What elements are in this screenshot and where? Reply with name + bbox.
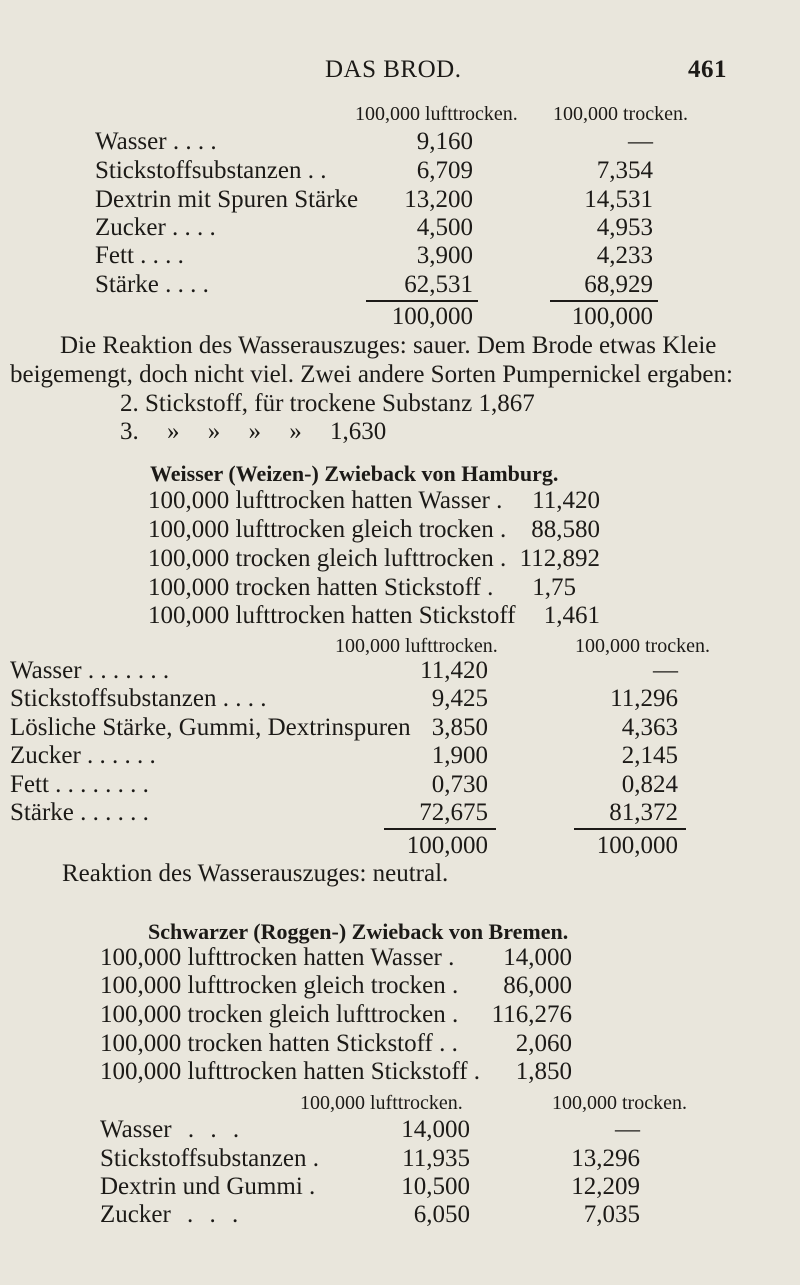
table-row-label: Stickstoffsubstanzen . . . . xyxy=(10,685,267,712)
table-row-label: Fett . . . . . . . . xyxy=(10,771,149,798)
column-header-lufttrocken: 100,000 lufttrocken. xyxy=(335,635,498,657)
measurement-line: 100,000 lufttrocken hatten Wasser . xyxy=(148,487,503,514)
paragraph-line: beigemengt, doch nicht viel. Zwei andere Sorten Pumpernickel ergaben: xyxy=(10,361,733,388)
table-cell-lufttrocken: 14,000 xyxy=(401,1116,470,1143)
measurement-value: 2,060 xyxy=(515,1030,572,1057)
table-row-label: Wasser . . . xyxy=(100,1116,240,1143)
table-cell-trocken: 7,035 xyxy=(583,1201,640,1228)
running-title: DAS BROD. xyxy=(325,56,462,83)
table-cell-trocken: 81,372 xyxy=(609,799,678,826)
table-cell-lufttrocken: 6,050 xyxy=(413,1201,470,1228)
table-cell-lufttrocken: 1,900 xyxy=(431,742,488,769)
table-cell-lufttrocken: 9,160 xyxy=(416,128,473,155)
reaction-note: Reaktion des Wasserauszuges: neutral. xyxy=(62,860,449,887)
measurement-line: 100,000 lufttrocken hatten Stickstoff . xyxy=(100,1058,481,1085)
measurement-value: 1,75 xyxy=(532,574,576,601)
column-header-lufttrocken: 100,000 lufttrocken. xyxy=(300,1092,463,1114)
table-cell-trocken: 0,824 xyxy=(621,771,678,798)
measurement-value: 88,580 xyxy=(531,516,600,543)
column-header-trocken: 100,000 trocken. xyxy=(575,635,710,657)
table-cell-trocken: 14,531 xyxy=(584,186,653,213)
measurement-value: 14,000 xyxy=(503,944,572,971)
measurement-value: 1,461 xyxy=(543,602,600,629)
sum-rule xyxy=(550,300,658,302)
table-cell-lufttrocken: 62,531 xyxy=(404,271,473,298)
table-cell-lufttrocken: 3,900 xyxy=(416,242,473,269)
table-cell-trocken: 12,209 xyxy=(571,1173,640,1200)
table-row-label: Stärke . . . . . . xyxy=(10,799,149,826)
measurement-value: 11,420 xyxy=(532,487,600,514)
table-cell-trocken: 68,929 xyxy=(584,271,653,298)
table-total-lufttrocken: 100,000 xyxy=(406,832,488,859)
table-row-label: Wasser . . . . . . . xyxy=(10,657,170,684)
table-row-label: Zucker . . . . . . xyxy=(10,742,156,769)
measurement-value: 1,850 xyxy=(515,1058,572,1085)
table-row-label: Zucker . . . xyxy=(100,1201,239,1228)
table-cell-trocken: 4,363 xyxy=(621,714,678,741)
paragraph-line: Die Reaktion des Wasserauszuges: sauer. Dem Brode etwas Kleie xyxy=(60,332,717,359)
sum-rule xyxy=(366,300,478,302)
table-cell-lufttrocken: 10,500 xyxy=(401,1173,470,1200)
table-cell-trocken: — xyxy=(628,128,653,155)
table-cell-trocken: 7,354 xyxy=(596,157,653,184)
table-cell-lufttrocken: 11,420 xyxy=(420,657,488,684)
table-cell-trocken: 4,233 xyxy=(596,242,653,269)
measurement-line: 100,000 lufttrocken gleich trocken . xyxy=(100,972,459,999)
table-cell-lufttrocken: 13,200 xyxy=(404,186,473,213)
measurement-line: 100,000 trocken gleich lufttrocken . xyxy=(100,1001,459,1028)
measurement-value: 86,000 xyxy=(503,972,572,999)
table-total-lufttrocken: 100,000 xyxy=(391,303,473,330)
table-cell-trocken: — xyxy=(653,657,678,684)
table-cell-lufttrocken: 4,500 xyxy=(416,214,473,241)
column-header-trocken: 100,000 trocken. xyxy=(552,1092,687,1114)
paragraph-line: 3. » » » » 1,630 xyxy=(120,418,387,445)
table-cell-trocken: 13,296 xyxy=(571,1145,640,1172)
page-number: 461 xyxy=(688,56,727,83)
measurement-line: 100,000 lufttrocken gleich trocken . xyxy=(148,516,507,543)
table-row-label: Dextrin mit Spuren Stärke xyxy=(95,186,359,213)
table-row-label: Lösliche Stärke, Gummi, Dextrinspuren xyxy=(10,714,411,741)
table-row-label: Stickstoffsubstanzen . xyxy=(100,1145,319,1172)
column-header-trocken: 100,000 trocken. xyxy=(553,103,688,125)
column-header-lufttrocken: 100,000 lufttrocken. xyxy=(355,103,518,125)
table-cell-lufttrocken: 6,709 xyxy=(416,157,473,184)
table-cell-trocken: 4,953 xyxy=(596,214,653,241)
table-row-label: Stärke . . . . xyxy=(95,271,209,298)
table-cell-lufttrocken: 11,935 xyxy=(402,1145,470,1172)
measurement-line: 100,000 trocken hatten Stickstoff . . xyxy=(100,1030,458,1057)
table-row-label: Zucker . . . . xyxy=(95,214,216,241)
table-row-label: Wasser . . . . xyxy=(95,128,217,155)
table-cell-lufttrocken: 72,675 xyxy=(419,799,488,826)
measurement-line: 100,000 trocken hatten Stickstoff . xyxy=(148,574,494,601)
measurement-value: 112,892 xyxy=(519,545,600,572)
table-cell-lufttrocken: 0,730 xyxy=(431,771,488,798)
sum-rule xyxy=(574,828,686,830)
table-total-trocken: 100,000 xyxy=(596,832,678,859)
measurement-line: 100,000 lufttrocken hatten Stickstoff xyxy=(148,602,516,629)
table-total-trocken: 100,000 xyxy=(571,303,653,330)
table-cell-trocken: 2,145 xyxy=(621,742,678,769)
section-title: Weisser (Weizen-) Zwieback von Hamburg. xyxy=(150,461,559,486)
measurement-value: 116,276 xyxy=(491,1001,572,1028)
paragraph-line: 2. Stickstoff, für trockene Substanz 1,867 xyxy=(120,390,535,417)
table-cell-trocken: — xyxy=(615,1116,640,1143)
table-cell-trocken: 11,296 xyxy=(610,685,678,712)
table-cell-lufttrocken: 3,850 xyxy=(431,714,488,741)
table-row-label: Stickstoffsubstanzen . . xyxy=(95,157,327,184)
table-cell-lufttrocken: 9,425 xyxy=(431,685,488,712)
measurement-line: 100,000 trocken gleich lufttrocken . xyxy=(148,545,507,572)
table-row-label: Fett . . . . xyxy=(95,242,184,269)
section-title: Schwarzer (Roggen-) Zwieback von Bremen. xyxy=(148,919,569,944)
measurement-line: 100,000 lufttrocken hatten Wasser . xyxy=(100,944,455,971)
sum-rule xyxy=(384,828,496,830)
table-row-label: Dextrin und Gummi . xyxy=(100,1173,316,1200)
